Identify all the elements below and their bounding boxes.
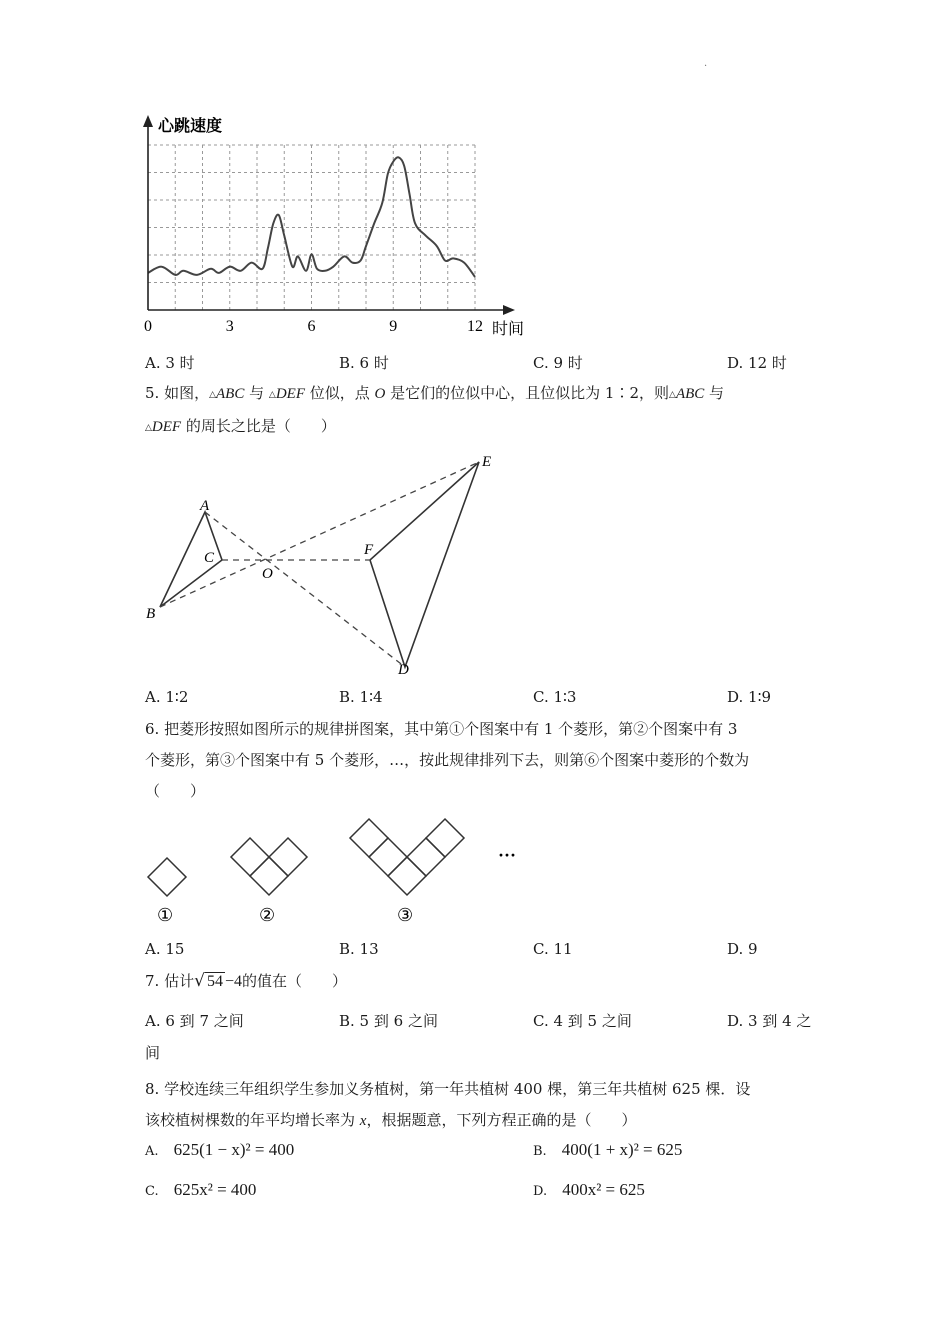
figure-label-2: ② xyxy=(259,905,276,925)
x-tick-label: 9 xyxy=(389,318,398,335)
q6-line-1: 6. 把菱形按照如图所示的规律拼图案，其中第①个图案中有 1 个菱形，第②个图案中有 3 xyxy=(145,720,738,738)
q6-line-2: 个菱形，第③个图案中有 5 个菱形，…，按此规律排列下去，则第⑥个图案中菱形的个数为 xyxy=(145,751,750,769)
label-d: D xyxy=(398,662,409,678)
rhombus xyxy=(426,819,464,857)
chart-grid xyxy=(148,145,475,310)
rhombus xyxy=(407,838,445,876)
line-be xyxy=(160,462,479,607)
q6-stem xyxy=(145,714,815,807)
q7-option-c[interactable]: C. 4 到 5 之间 xyxy=(533,1012,632,1030)
y-axis-label: 心跳速度 xyxy=(158,118,223,135)
q6-option-a[interactable]: A. 15 xyxy=(145,940,185,958)
q8-stem xyxy=(145,1074,825,1137)
homothety-figure xyxy=(140,450,520,680)
q8-line-1: 8. 学校连续三年组织学生参加义务植树，第一年共植树 400 棵，第三年共植树 625 棵．设 xyxy=(145,1080,751,1098)
q5-option-b[interactable]: B. 1∶4 xyxy=(339,688,383,706)
label-f: F xyxy=(364,542,374,558)
q7-stem: 7. 估计√ 54 −4的值在（ ） xyxy=(145,971,347,991)
label-a: A xyxy=(200,498,210,514)
q5-line-1: 5. 如图，△ABC 与 △DEF 位似，点 O 是它们的位似中心，且位似比为 1∶2，则△ABC 与 xyxy=(145,384,725,402)
q4-option-c[interactable]: C. 9 时 xyxy=(533,354,583,372)
figure-label-1: ① xyxy=(157,905,174,925)
q6-option-d[interactable]: D. 9 xyxy=(727,940,758,958)
line-ad xyxy=(205,512,405,667)
x-tick-label: 3 xyxy=(225,318,234,335)
heart-rate-chart xyxy=(130,105,550,345)
x-tick-label: 12 xyxy=(467,318,483,335)
q7-option-d[interactable]: D. 3 到 4 之 xyxy=(727,1012,812,1030)
label-c: C xyxy=(204,550,215,566)
rhombus xyxy=(231,838,269,876)
rhombus xyxy=(148,858,186,896)
rhombus-pattern-figure xyxy=(140,815,540,930)
triangle-def xyxy=(370,462,479,667)
q5-option-c[interactable]: C. 1∶3 xyxy=(533,688,577,706)
q5-option-d[interactable]: D. 1∶9 xyxy=(727,688,772,706)
x-tick-label: 6 xyxy=(307,318,316,335)
q4-option-a[interactable]: A. 3 时 xyxy=(145,354,195,372)
rhombus xyxy=(250,857,288,895)
q7-option-d-wrap: 间 xyxy=(145,1044,161,1062)
figure-label-3: ③ xyxy=(397,905,414,925)
figure-ellipsis: ··· xyxy=(498,845,517,865)
y-axis-arrow xyxy=(143,115,153,127)
rhombus xyxy=(369,838,407,876)
q8-option-b[interactable]: B. 400(1 + x)² = 625 xyxy=(533,1140,683,1159)
q6-option-b[interactable]: B. 13 xyxy=(339,940,379,958)
label-e: E xyxy=(482,454,492,470)
q6-option-c[interactable]: C. 11 xyxy=(533,940,573,958)
q5-stem xyxy=(145,378,815,444)
rhombus xyxy=(269,838,307,876)
q7-option-a[interactable]: A. 6 到 7 之间 xyxy=(145,1012,244,1030)
q7-option-b[interactable]: B. 5 到 6 之间 xyxy=(339,1012,438,1030)
label-b: B xyxy=(146,606,156,622)
q8-line-2: 该校植树棵数的年平均增长率为 x，根据题意，下列方程正确的是（ ） xyxy=(145,1111,637,1129)
top-mark: · xyxy=(704,61,708,72)
q4-option-b[interactable]: B. 6 时 xyxy=(339,354,389,372)
q8-option-a[interactable]: A. 625(1 − x)² = 400 xyxy=(145,1140,295,1159)
label-o: O xyxy=(262,566,273,582)
rhombus xyxy=(350,819,388,857)
q8-option-c[interactable]: C. 625x² = 400 xyxy=(145,1180,257,1199)
x-axis-arrow xyxy=(503,305,515,315)
q6-line-3: （ ） xyxy=(145,782,206,800)
q8-option-d[interactable]: D. 400x² = 625 xyxy=(533,1180,645,1199)
rhombus xyxy=(388,857,426,895)
x-axis-label: 时间 xyxy=(492,321,525,338)
q5-line-2: △DEF 的周长之比是（ ） xyxy=(145,417,336,435)
q4-option-d[interactable]: D. 12 时 xyxy=(727,354,787,372)
q5-option-a[interactable]: A. 1∶2 xyxy=(145,688,189,706)
x-tick-label: 0 xyxy=(144,318,152,335)
